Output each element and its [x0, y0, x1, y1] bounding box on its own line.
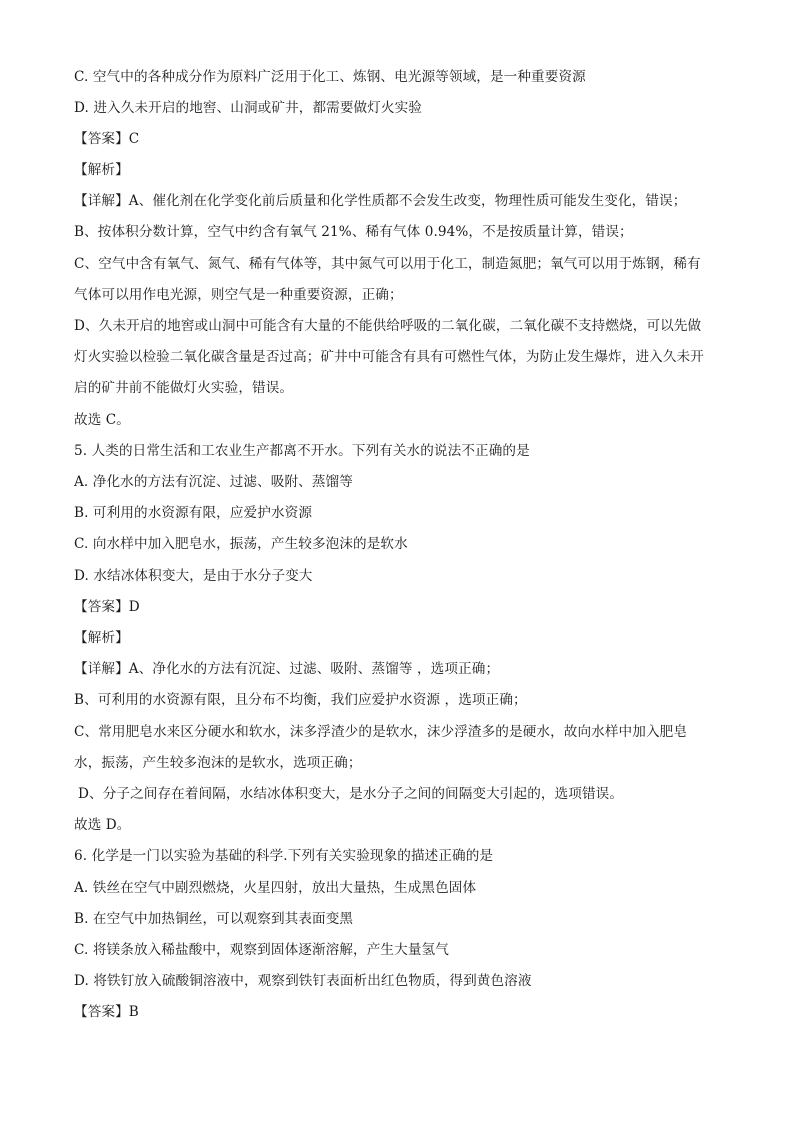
- explanation-line: 启的矿井前不能做灯火实验，错误。: [74, 380, 294, 396]
- question-6-option-b: B. 在空气中加热铜丝，可以观察到其表面变黑: [74, 911, 354, 927]
- option-c-text: C. 空气中的各种成分作为原料广泛用于化工、炼钢、电光源等领域，是一种重要资源: [74, 69, 586, 85]
- explanation-line: 【详解】A、催化剂在化学变化前后质量和化学性质都不会发生改变，物理性质可能发生变化，错误；: [74, 193, 687, 209]
- question-6-stem: 6. 化学是一门以实验为基础的科学.下列有关实验现象的描述正确的是: [74, 848, 494, 864]
- question-6-option-d: D. 将铁钉放入硫酸铜溶液中，观察到铁钉表面析出红色物质，得到黄色溶液: [74, 973, 532, 989]
- answer-label: 【答案】D: [74, 599, 140, 615]
- question-5-option-c: C. 向水样中加入肥皂水，振荡，产生较多泡沫的是软水: [74, 536, 408, 552]
- question-5-stem: 5. 人类的日常生活和工农业生产都离不开水。下列有关水的说法不正确的是: [74, 443, 530, 459]
- explanation-line: 气体可以用作电光源，则空气是一种重要资源，正确；: [74, 287, 403, 303]
- conclusion-line: 故选 D。: [74, 817, 131, 833]
- explanation-line: D、分子之间存在着间隔，水结冰体积变大，是水分子之间的间隔变大引起的，选项错误。: [78, 786, 624, 802]
- question-5-option-d: D. 水结冰体积变大，是由于水分子变大: [74, 568, 313, 584]
- question-5-option-a: A. 净化水的方法有沉淀、过滤、吸附、蒸馏等: [74, 474, 353, 490]
- answer-label: 【答案】B: [74, 1004, 139, 1020]
- explanation-line: D、久未开启的地窖或山洞中可能含有大量的不能供给呼吸的二氧化碳，二氧化碳不支持燃烧，可以先做: [74, 318, 702, 334]
- explanation-line: B、可利用的水资源有限，且分布不均衡，我们应爱护水资源 ，选项正确；: [74, 692, 527, 708]
- question-6-option-a: A. 铁丝在空气中剧烈燃烧，火星四射，放出大量热，生成黑色固体: [74, 880, 477, 896]
- explanation-line: C、空气中含有氧气、氮气、稀有气体等，其中氮气可以用于化工，制造氮肥；氧气可以用于炼钢，稀有: [74, 256, 701, 272]
- conclusion-line: 故选 C。: [74, 412, 131, 428]
- option-d-text: D. 进入久未开启的地窖、山洞或矿井，都需要做灯火实验: [74, 100, 423, 116]
- explanation-line: 水，振荡，产生较多泡沫的是软水，选项正确；: [74, 755, 362, 771]
- analysis-label: 【解析】: [74, 162, 129, 178]
- question-5-option-b: B. 可利用的水资源有限，应爱护水资源: [74, 505, 313, 521]
- answer-label: 【答案】C: [74, 131, 140, 147]
- explanation-line: C、常用肥皂水来区分硬水和软水，沫多浮渣少的是软水，沫少浮渣多的是硬水，故向水样中加入肥皂: [74, 724, 688, 740]
- question-6-option-c: C. 将镁条放入稀盐酸中，观察到固体逐渐溶解，产生大量氢气: [74, 942, 449, 958]
- explanation-line: 【详解】A、净化水的方法有沉淀、过滤、吸附、蒸馏等 ，选项正确；: [74, 661, 500, 677]
- explanation-line: 灯火实验以检验二氧化碳含量是否过高；矿井中可能含有具有可燃性气体，为防止发生爆炸，进入久未开: [74, 349, 704, 365]
- explanation-line: B、按体积分数计算，空气中约含有氧气 21%、稀有气体 0.94%，不是按质量计算，错误；: [74, 224, 633, 240]
- analysis-label: 【解析】: [74, 630, 129, 646]
